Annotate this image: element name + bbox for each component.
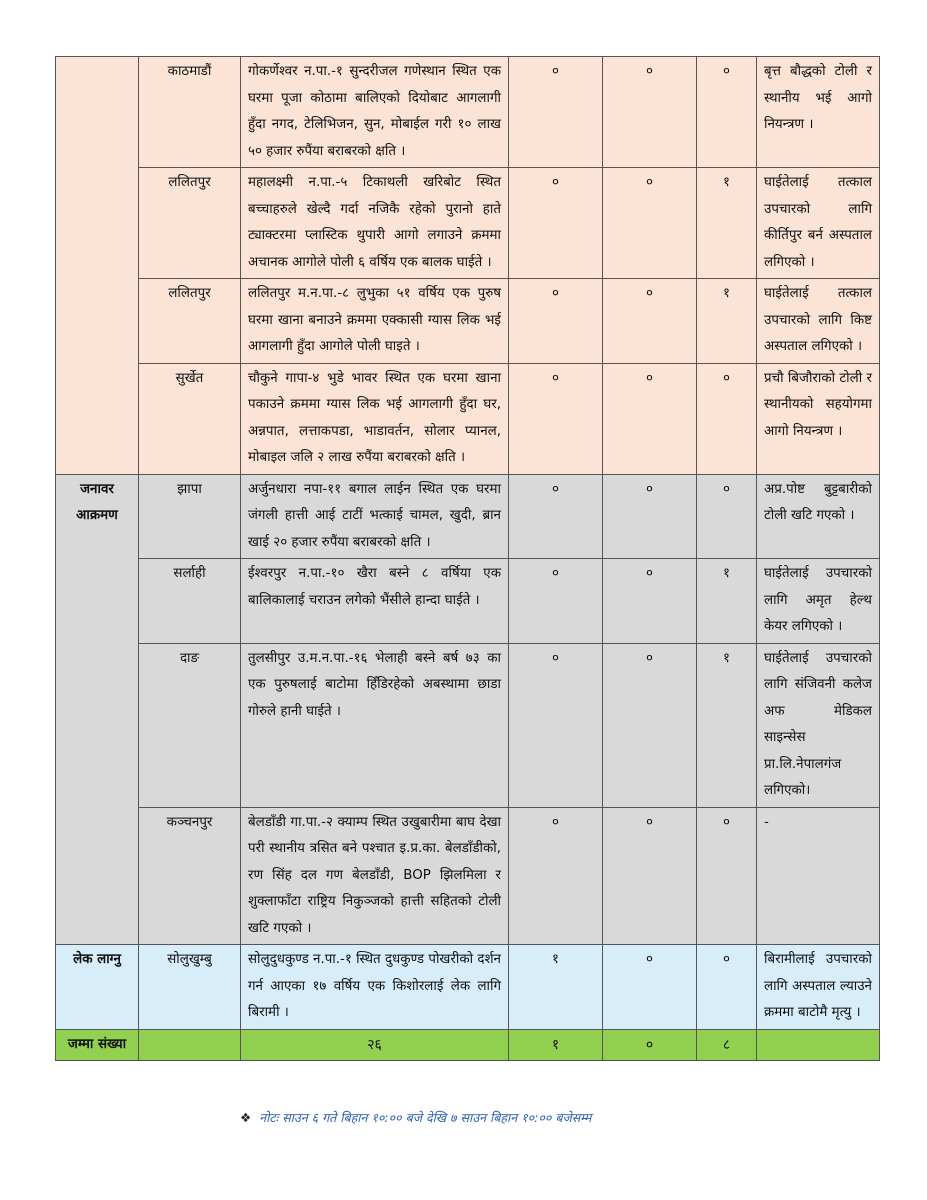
description-cell: सोलुदुधकुण्ड न.पा.-१ स्थित दुधकुण्ड पोखरीको दर्शन गर्न आएका १७ वर्षिय एक किशोरलाई लेक लागि बिरामी । <box>241 945 509 1030</box>
dead-count: ० <box>509 807 603 945</box>
footnote-text: नोटः साउन ६ गते बिहान १०:०० बजे देखि ७ साउन बिहान १०:०० बजेसम्म <box>259 1110 592 1125</box>
description-cell: ईश्वरपुर न.पा.-१० खैरा बस्ने ८ वर्षिया एक बालिकालाई चराउन लगेको भैंसीले हान्दा घाईते । <box>241 559 509 644</box>
total-row <box>56 1029 880 1061</box>
remarks-cell: घाईतेलाई उपचारको लागि अमृत हेल्थ केयर लगिएको । <box>757 559 880 644</box>
injured-count: १ <box>697 559 757 644</box>
total-remarks-empty <box>757 1029 880 1061</box>
remarks-cell: घाईतेलाई तत्काल उपचारको लागि कीर्तिपुर बर्न अस्पताल लगिएको । <box>757 168 880 279</box>
district-cell: ललितपुर <box>139 279 241 364</box>
district-cell: काठमाडौं <box>139 57 241 168</box>
remarks-cell: बिरामीलाई उपचारको लागि अस्पताल ल्याउने क्रममा बाटोमै मृत्यु । <box>757 945 880 1030</box>
total-missing: ० <box>603 1029 697 1061</box>
incident-table <box>55 56 880 1061</box>
missing-count: ० <box>603 168 697 279</box>
dead-count: ० <box>509 559 603 644</box>
remarks-cell: घाईतेलाई उपचारको लागि संजिवनी कलेज अफ मेडिकल साइन्सेस प्रा.लि.नेपालगंज लगिएको। <box>757 643 880 807</box>
missing-count: ० <box>603 807 697 945</box>
remarks-cell: अप्र.पोष्ट बुट्टबारीको टोली खटि गएको । <box>757 474 880 559</box>
remarks-cell: प्रचौ बिजौराको टोली र स्थानीयको सहयोगमा आगो नियन्त्रण । <box>757 363 880 474</box>
description-cell: अर्जुनधारा नपा-११ बगाल लाईन स्थित एक घरमा जंगली हात्ती आई टाटीं भत्काई चामल, खुदी, ब्रान खाई २० हजार रुपैंया बराबरको क्षति । <box>241 474 509 559</box>
district-cell: ललितपुर <box>139 168 241 279</box>
category-cell-fire <box>56 57 139 475</box>
missing-count: ० <box>603 474 697 559</box>
table-row <box>56 945 880 1030</box>
remarks-cell: बृत्त बौद्धको टोली र स्थानीय भई आगो नियन्त्रण । <box>757 57 880 168</box>
dead-count: ० <box>509 57 603 168</box>
district-cell: दाङ <box>139 643 241 807</box>
injured-count: ० <box>697 363 757 474</box>
missing-count: ० <box>603 559 697 644</box>
total-injured: ८ <box>697 1029 757 1061</box>
missing-count: ० <box>603 363 697 474</box>
description-cell: बेलडाँडी गा.पा.-२ क्याम्प स्थित उखुबारीमा बाघ देखा परी स्थानीय त्रसित बने पश्चात इ.प्र.का. बेलडाँडीको, रण सिंह दल गण बेलडाँडी, BOP झिलमिला र शुक्लाफाँटा राष्ट्रिय निकुञ्जको हात्ती सहितको टोली खटि गएको । <box>241 807 509 945</box>
dead-count: १ <box>509 945 603 1030</box>
district-cell: झापा <box>139 474 241 559</box>
description-cell: महालक्ष्मी न.पा.-५ टिकाथली खरिबोट स्थित बच्चाहरुले खेल्दै गर्दा नजिकै रहेको पुरानो हाते ट्याक्टरमा प्लास्टिक थुपारी आगो लगाउने क्रममा अचानक आगोले पोली ६ वर्षिय एक बालक घाईते । <box>241 168 509 279</box>
injured-count: १ <box>697 168 757 279</box>
dead-count: ० <box>509 279 603 364</box>
table-row <box>56 363 880 474</box>
dead-count: ० <box>509 643 603 807</box>
injured-count: ० <box>697 474 757 559</box>
category-cell-animal-attack: जनावर आक्रमण <box>56 474 139 945</box>
total-label: जम्मा संख्या <box>56 1029 139 1061</box>
description-cell: गोकर्णेश्वर न.पा.-१ सुन्दरीजल गणेस्थान स्थित एक घरमा पूजा कोठामा बालिएको दियोबाट आगलागी हुँदा नगद, टेलिभिजन, सुन, मोबाईल गरी १० लाख ५० हजार रुपैंया बराबरको क्षति । <box>241 57 509 168</box>
dead-count: ० <box>509 168 603 279</box>
district-cell: कञ्चनपुर <box>139 807 241 945</box>
injured-count: १ <box>697 279 757 364</box>
district-cell: सोलुखुम्बु <box>139 945 241 1030</box>
footnote <box>240 1109 591 1126</box>
dead-count: ० <box>509 474 603 559</box>
district-cell: सुर्खेत <box>139 363 241 474</box>
missing-count: ० <box>603 57 697 168</box>
remarks-cell: घाईतेलाई तत्काल उपचारको लागि किष्ट अस्पताल लगिएको । <box>757 279 880 364</box>
description-cell: ललितपुर म.न.पा.-८ लुभुका ५१ वर्षिय एक पुरुष घरमा खाना बनाउने क्रममा एक्कासी ग्यास लिक भई आगलागी हुँदा आगोले पोली घाइते । <box>241 279 509 364</box>
injured-count: ० <box>697 57 757 168</box>
diamond-bullet-icon: ❖ <box>240 1110 252 1125</box>
table-row <box>56 474 880 559</box>
injured-count: ० <box>697 807 757 945</box>
table-row <box>56 807 880 945</box>
remarks-cell: - <box>757 807 880 945</box>
dead-count: ० <box>509 363 603 474</box>
description-cell: चौकुने गापा-४ भुडे भावर स्थित एक घरमा खाना पकाउने क्रममा ग्यास लिक भई आगलागी हुँदा घर, अन्नपात, लत्ताकपडा, भाडावर्तन, सोलार प्यानल, मोबाइल जलि २ लाख रुपैंया बराबरको क्षति । <box>241 363 509 474</box>
total-incidents: २६ <box>241 1029 509 1061</box>
table-row <box>56 279 880 364</box>
total-empty-cell <box>139 1029 241 1061</box>
description-cell: तुलसीपुर उ.म.न.पा.-१६ भेलाही बस्ने बर्ष ७३ का एक पुरुषलाई बाटोमा हिँडिरहेको अबस्थामा छाडा गोरुले हानी घाईते । <box>241 643 509 807</box>
injured-count: ० <box>697 945 757 1030</box>
table-row <box>56 168 880 279</box>
missing-count: ० <box>603 643 697 807</box>
table-row <box>56 559 880 644</box>
injured-count: १ <box>697 643 757 807</box>
missing-count: ० <box>603 945 697 1030</box>
table-row <box>56 57 880 168</box>
missing-count: ० <box>603 279 697 364</box>
category-cell-altitude-sickness: लेक लाग्नु <box>56 945 139 1030</box>
table-row <box>56 643 880 807</box>
total-dead: १ <box>509 1029 603 1061</box>
district-cell: सर्लाही <box>139 559 241 644</box>
